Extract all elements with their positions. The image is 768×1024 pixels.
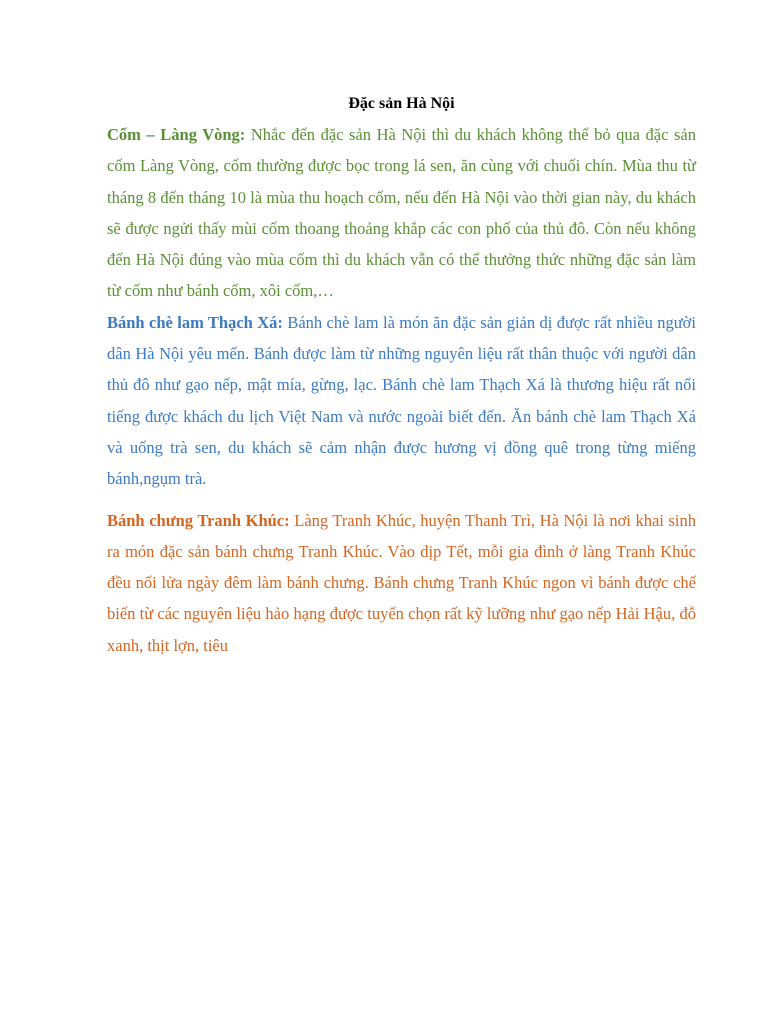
section-heading: Cốm – Làng Vòng: [107, 125, 246, 144]
section-banh-che-lam [107, 307, 696, 495]
document-page [107, 88, 696, 661]
section-banh-chung [107, 505, 696, 661]
section-body: Bánh chè lam là món ăn đặc sản giản dị được rất nhiều người dân Hà Nội yêu mến. Bánh được làm từ những nguyên liệu rất thân thuộc với người dân thủ đô như gạo nếp, mật mía, gừng, lạc. Bánh chè lam Thạch Xá là thương hiệu rất nổi tiếng được khách du lịch Việt Nam và nước ngoài biết đến. Ăn bánh chè lam Thạch Xá và uống trà sen, du khách sẽ cảm nhận được hương vị đồng quê trong từng miếng bánh,ngụm trà. [107, 312, 696, 489]
section-com-lang-vong [107, 119, 696, 307]
section-body: Nhắc đến đặc sản Hà Nội thì du khách không thể bỏ qua đặc sản cốm Làng Vòng, cốm thường được bọc trong lá sen, ăn cùng với chuối chín. Mùa thu từ tháng 8 đến tháng 10 là mùa thu hoạch cốm, nếu đến Hà Nội vào thời gian này, du khách sẽ được ngửi thấy mùi cốm thoang thoảng khắp các con phố của thủ đô. Còn nếu không đến Hà Nội đúng vào mùa cốm thì du khách vẫn có thể thưởng thức những đặc sản làm từ cốm như bánh cốm, xôi cốm,… [107, 125, 696, 301]
section-heading: Bánh chè lam Thạch Xá: [107, 312, 283, 332]
section-heading: Bánh chưng Tranh Khúc: [107, 510, 290, 530]
section-body: Làng Tranh Khúc, huyện Thanh Trì, Hà Nội là nơi khai sinh ra món đặc sản bánh chưng Tranh Khúc. Vào dịp Tết, mỗi gia đình ở làng Tranh Khúc đều nối lửa ngày đêm làm bánh chưng. Bánh chưng Tranh Khúc ngon vì bánh được chế biến từ các nguyên liệu hảo hạng được tuyển chọn rất kỹ lưỡng như gạo nếp Hải Hậu, đỗ xanh, thịt lợn, tiêu [107, 510, 696, 655]
document-title: Đặc sản Hà Nội [348, 95, 455, 112]
